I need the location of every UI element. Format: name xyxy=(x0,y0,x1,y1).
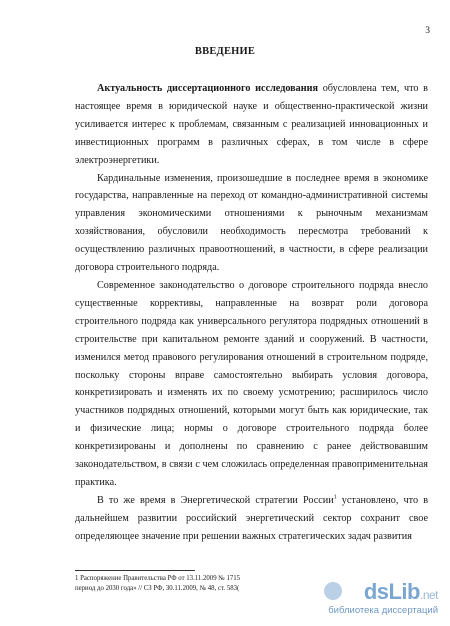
section-heading: ВВЕДЕНИЕ xyxy=(194,46,256,57)
footnote-line: период до 2030 года» // СЗ РФ, 30.11.2009, № 48, ст. 583( xyxy=(75,585,240,592)
paragraph-energy-strategy xyxy=(75,492,428,546)
watermark-logo: dsLib.net xyxy=(363,579,438,604)
dslib-watermark[interactable] xyxy=(308,580,438,618)
footnote-ref[interactable]: 1 xyxy=(333,494,337,501)
energy-strategy-text-a: В то же время в Энергетической стратегии России xyxy=(97,494,334,506)
paragraph-legislation: Современное законодательство о договоре строительного подряда внесло существенные коррективы, направленные на возврат роли договора строительного подряда как универсального регулятора подрядных отношений в строительстве при капитальном ремонте зданий и сооружений. В частности, изменился метод правового регулирования отношений в строительном подряде, поскольку стороны вправе самостоятельно выбирать условия договора, конкретизировать и изменять их по своему усмотрению; расширилось число участников подрядных отношений, которыми могут быть как юридические, так и физические лица; нормы о договоре строительного подряда более конкретизированы и дополнены по сравнению с ранее действовавшим законодательством, в связи с чем сложилась определенная правоприменительная практика. xyxy=(75,279,428,488)
watermark-subtitle: библиотека диссертаций xyxy=(328,605,438,616)
paragraph-economic-changes: Кардинальные изменения, произошедшие в последнее время в экономике государства, направленные на переход от командно-административной системы управления экономическими отношениями к рыночным механизмам хозяйствования, обусловили необходимость пересмотра требований к осуществлению различных правоотношений, в частности, в сфере реализации договора строительного подряда. xyxy=(75,172,428,274)
relevance-text: обусловлена тем, что в настоящее время в юридической науке и общественно-практической жизни усиливается интерес к проблемам, связанным с реализацией инновационных и инвестиционных программ в различных сферах, в том числе в сфере электроэнергетики. xyxy=(75,83,428,166)
page-number: 3 xyxy=(425,26,430,36)
energy-strategy-text-b: установлено, что в дальнейшем развитии российский энергетический сектор сохранит свое определяющее значение при решении важных стратегических задач развития xyxy=(75,494,429,542)
footnote-line: 1 Распоряжение Правительства РФ от 13.11.2009 № 1715 xyxy=(75,575,241,582)
dslib-logo-icon xyxy=(324,582,342,600)
footnote-divider xyxy=(75,570,195,571)
body-text xyxy=(75,80,428,546)
relevance-lead: Актуальность диссертационного исследования xyxy=(97,83,319,94)
paragraph-relevance xyxy=(75,80,428,170)
